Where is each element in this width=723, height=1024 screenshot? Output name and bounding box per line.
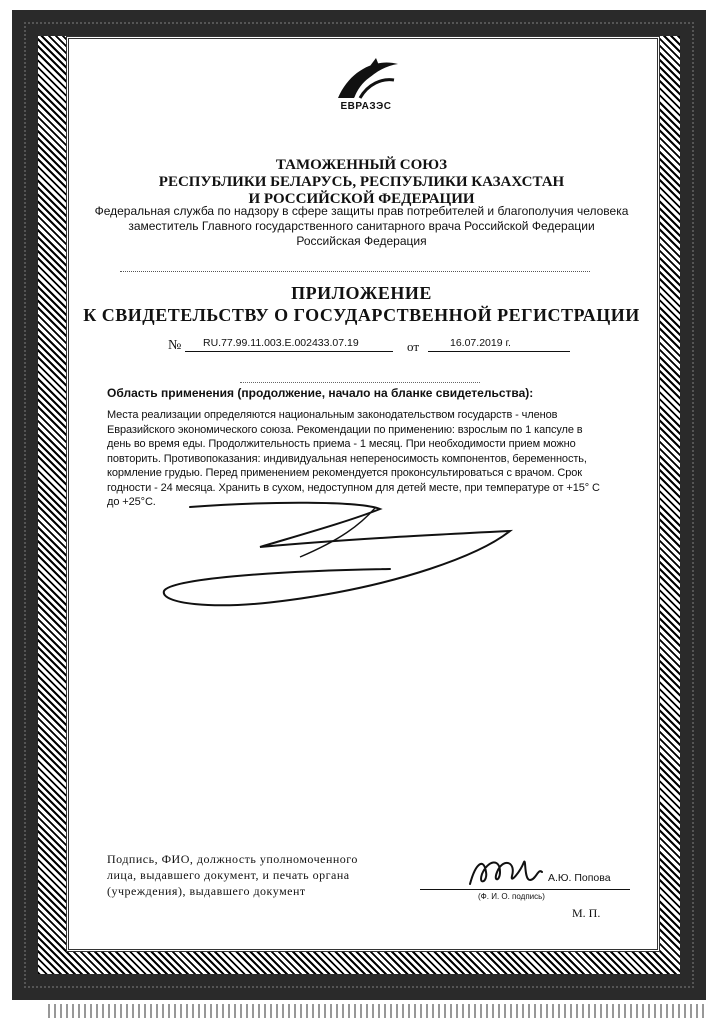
signature-underline	[420, 889, 630, 890]
text-line: до +25°С.	[107, 496, 156, 508]
registration-date: 16.07.2019 г.	[450, 337, 511, 349]
registration-date-underline	[428, 351, 570, 352]
registration-date-label: от	[407, 339, 420, 354]
signature-label-line2: лица, выдавшего документ, и печать органа	[107, 868, 350, 882]
handwritten-signature	[460, 852, 560, 892]
eurasec-emblem-icon	[326, 56, 406, 102]
stamp-place-label: М. П.	[572, 906, 601, 920]
text-line: день во время еды. Продолжительность приема - 1 месяц. При необходимости прием можно	[107, 438, 576, 450]
registration-number-underline	[185, 351, 393, 352]
signature-label-line3: (учреждения), выдавшего документ	[107, 884, 306, 898]
authority-line3: Российская Федерация	[296, 234, 427, 248]
issuer-caption-rule	[120, 271, 590, 272]
text-line: годности - 24 месяца. Хранить в сухом, недоступном для детей месте, при температуре от +15° С	[107, 481, 600, 494]
eurasec-logo	[326, 56, 406, 126]
text-line: кормление грудью. Перед применением рекомендуется проконсультироваться с врачом. Срок	[107, 467, 582, 479]
authority-line1: Федеральная служба по надзору в сфере защиты прав потребителей и благополучия человека	[94, 204, 629, 218]
text-line: Евразийского экономического союза. Рекомендации по применению: взрослым по 1 капсуле в	[107, 423, 583, 436]
fio-caption: (Ф. И. О. подпись)	[478, 892, 545, 901]
signature-block-label	[107, 851, 407, 899]
union-title-line1: ТАМОЖЕННЫЙ СОЮЗ	[275, 157, 448, 173]
signature-label-line1: Подпись, ФИО, должность уполномоченного	[107, 852, 358, 866]
registration-number-label: №	[168, 338, 182, 353]
application-area-title: Область применения (продолжение, начало на бланке свидетельства):	[107, 386, 534, 400]
logo-caption: ЕВРАЗЭС	[340, 101, 392, 112]
appendix-title: ПРИЛОЖЕНИЕ	[291, 283, 432, 303]
form-caption-rule	[240, 382, 480, 383]
signer-name: А.Ю. Попова	[548, 872, 611, 884]
text-line: повторить. Противопоказания: индивидуальная непереносимость компонентов, беременность,	[107, 452, 587, 465]
registration-number: RU.77.99.11.003.E.002433.07.19	[203, 337, 359, 349]
text-line: Места реализации определяются национальным законодательством государств - членов	[107, 409, 558, 421]
union-title-line2: РЕСПУБЛИКИ БЕЛАРУСЬ, РЕСПУБЛИКИ КАЗАХСТАН	[158, 174, 565, 190]
authority-line2: заместитель Главного государственного санитарного врача Российской Федерации	[128, 219, 595, 233]
scan-edge-noise	[48, 1004, 708, 1018]
appendix-subtitle: К СВИДЕТЕЛЬСТВУ О ГОСУДАРСТВЕННОЙ РЕГИСТРАЦИИ	[83, 305, 640, 325]
z-cancellation-mark	[150, 495, 550, 625]
union-title-line3: И РОССИЙСКОЙ ФЕДЕРАЦИИ	[248, 191, 475, 207]
